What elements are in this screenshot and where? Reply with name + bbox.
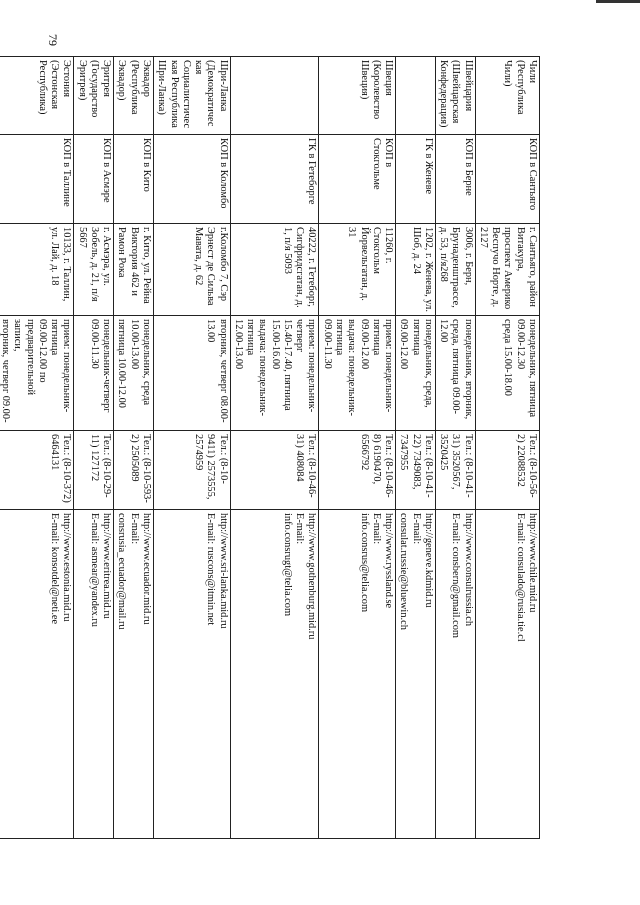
contacts-cell — [396, 510, 436, 839]
contacts-line: http://www.ecuador.mid.ru — [141, 513, 153, 625]
hours-line: понедельник, среда — [141, 319, 153, 406]
hours-line: 09.00-11.30 — [88, 319, 100, 369]
contacts-line: E-mail: asmear@yandex.ru — [88, 513, 100, 628]
table-row — [475, 57, 539, 839]
hours-line: понедельник-четверг — [101, 319, 113, 413]
phone-cell: Тел.: (8-10-9411) 2573555, 2574959 — [154, 431, 231, 510]
phone-cell: Тел.: (8-10-46-8) 6190470, 6566792 — [319, 431, 396, 510]
hours-line: 15.40-17.40, пятница 15.00-16.00 — [269, 319, 293, 411]
hours-cell — [319, 316, 396, 431]
hours-cell — [475, 316, 539, 431]
country-cell: Шри-Ланка (Демократическая Социалистическая Республика Шри-Ланка) — [154, 57, 231, 135]
contacts-line: E-mail: — [410, 513, 422, 545]
table-row — [319, 57, 396, 839]
hours-cell — [396, 316, 436, 431]
table-row — [114, 57, 154, 839]
table-row — [0, 57, 74, 839]
contacts-line: E-mail: — [370, 513, 382, 545]
hours-line: выдача: понедельник-пятница — [245, 319, 269, 416]
phone-cell: Тел.: (8-10-593-2) 2505089 — [114, 431, 154, 510]
hours-cell — [154, 316, 231, 431]
address-cell: 40222, г. Гетеборг, Сигфридсгатан, д. 1, п/я 5093 — [230, 224, 319, 316]
contacts-line: E-mail: consulado@rusia.tie.cl — [514, 513, 526, 642]
phone-cell: Тел.: (8-10-41-31) 3520567, 3520425 — [435, 431, 475, 510]
mission-cell: ГК в Гетеборге — [230, 135, 319, 224]
hours-line: 09.00-12.00 — [398, 319, 410, 370]
contacts-cell — [475, 510, 539, 839]
hours-cell — [230, 316, 319, 431]
contacts-line: http://www.consulrussia.ch — [462, 513, 474, 627]
country-cell — [230, 57, 319, 135]
hours-line: 09.00-12.00 по предварительной записи, — [12, 319, 48, 396]
contacts-line: consulat.russie@bluewin.ch — [398, 513, 410, 630]
hours-cell — [435, 316, 475, 431]
address-cell: г. Асмэра, ул. Зобель, д. 21, п/я 5667 — [74, 224, 114, 316]
contacts-line: E-mail: ruscons@itmin.net — [205, 513, 217, 626]
table-row — [154, 57, 231, 839]
contacts-line: E-mail: — [128, 513, 140, 545]
contacts-line: info.consrugt@telia.com — [281, 513, 293, 617]
hours-line: среда 15.00-18.00 — [502, 319, 514, 396]
hours-line: 09.00-12.00 — [358, 319, 370, 370]
country-cell: Эквадор (Республика Эквадор) — [114, 57, 154, 135]
consulates-table-sheet — [0, 56, 540, 839]
table-row — [435, 57, 475, 839]
address-cell: 11260, г. Стокгольм Йорвельгатан, д. 31 — [319, 224, 396, 316]
contacts-line: http://www.ryssland.se — [383, 513, 395, 609]
contacts-cell — [114, 510, 154, 839]
hours-line: 12.00-13.00 — [232, 319, 244, 370]
contacts-cell — [319, 510, 396, 839]
country-cell: Чили (Республика Чили) — [475, 57, 539, 135]
mission-cell: КОП в Таллине — [0, 135, 74, 224]
hours-line: прием: понедельник-пятница — [370, 319, 395, 413]
contacts-line: http://www.estonia.mid.ru — [61, 513, 73, 622]
hours-cell — [114, 316, 154, 431]
hours-line: понедельник, пятница — [527, 319, 538, 418]
hours-line: выдача: понедельник-пятница — [334, 319, 358, 416]
contacts-line: E-mail: consbern@gmail.com — [450, 513, 462, 638]
contacts-cell — [230, 510, 319, 839]
hours-line: пятница 10.00-12.00 — [116, 319, 128, 408]
table-row — [230, 57, 319, 839]
mission-cell: КОП в Кито — [114, 135, 154, 224]
phone-cell: Тел.: (8-10-56-2) 22088532 — [475, 431, 539, 510]
contacts-line: http://www.gothenburg.mid.ru — [306, 513, 318, 640]
address-cell: г.Коломбо 7, Сэр Эрнест де Сильва Мавата, д. 62 — [154, 224, 231, 316]
mission-cell: КОП в Коломбо — [154, 135, 231, 224]
mission-cell: КОП в Сантьяго — [475, 135, 539, 224]
address-cell: г. Кито, ул. Рейна Виктория 462 и Рамон Рока — [114, 224, 154, 316]
hours-line: понедельник, вторник, среда, пятница 09.00-12.00 — [438, 319, 474, 420]
phone-cell: Тел.: (8-10-372) 6464131 — [0, 431, 74, 510]
contacts-line: E-mail: konsotdel@neti.ee — [49, 513, 61, 625]
contacts-cell — [74, 510, 114, 839]
contacts-line: http://geneve.kdmid.ru — [422, 513, 434, 608]
hours-line: вторник, четверг 08.00-13.00 — [205, 319, 229, 423]
phone-cell: Тел.: (8-10-41-22) 7349083, 7347955 — [396, 431, 436, 510]
hours-cell — [74, 316, 114, 431]
contacts-cell — [0, 510, 74, 839]
country-cell: Эстония (Эстонская Республика) — [0, 57, 74, 135]
country-cell — [396, 57, 436, 135]
country-cell: Швеция (Королевство Швеция) — [319, 57, 396, 135]
mission-cell: КОП в Берне — [435, 135, 475, 224]
hours-line: прием: понедельник-четверг — [294, 319, 318, 413]
hours-line: понедельник, среда, пятница — [410, 319, 434, 408]
hours-cell — [0, 316, 74, 431]
country-cell: Эритрея (Государство Эритрея) — [74, 57, 114, 135]
hours-line: вторник, четверг 09.00- — [0, 319, 12, 423]
contacts-cell — [435, 510, 475, 839]
page-number: 79 — [46, 34, 60, 46]
hours-line: 10.00-13.00 — [128, 319, 140, 370]
country-cell: Швейцария (Швейцарская Конфедерация) — [435, 57, 475, 135]
hours-line: 09.00-12.30 — [514, 319, 526, 370]
contacts-line: http://www.sri-lanka.mid.ru — [217, 513, 229, 629]
mission-cell: ГК в Женеве — [396, 135, 436, 224]
phone-cell: Тел.: (8-10-29-11) 127172 — [74, 431, 114, 510]
table-body — [0, 57, 540, 839]
table-row — [396, 57, 436, 839]
contacts-line: http://www.eritrea.mid.ru — [101, 513, 113, 619]
hours-line: прием: понедельник-пятница — [49, 319, 73, 413]
contacts-cell — [154, 510, 231, 839]
contacts-line: consrusia_ecuador@mail.ru — [116, 513, 128, 630]
address-cell: 10133, г. Таллин, ул. Лай, д. 18 — [0, 224, 74, 316]
address-cell: г. Сантьяго, район Витакура, проспект Америко Веспучо Норте, д. 2127 — [475, 224, 539, 316]
contacts-line: info.consrus@telia.com — [358, 513, 370, 613]
address-cell: 3006, г. Берн, Брунаденштрассе, д. 53, п/я268 — [435, 224, 475, 316]
mission-cell: КОП в Стокгольме — [319, 135, 396, 224]
consulates-table — [0, 56, 540, 839]
address-cell: 1202, г. Женева, ул. Шоб, д. 24 — [396, 224, 436, 316]
scan-edge-mark — [596, 0, 640, 3]
contacts-line: E-mail: — [294, 513, 306, 545]
hours-line: 09.00-11.30 — [321, 319, 333, 369]
contacts-line: http://www.chile.mid.ru — [527, 513, 538, 613]
table-row — [74, 57, 114, 839]
mission-cell: КОП в Асмэре — [74, 135, 114, 224]
phone-cell: Тел.: (8-10-46-31) 408084 — [230, 431, 319, 510]
